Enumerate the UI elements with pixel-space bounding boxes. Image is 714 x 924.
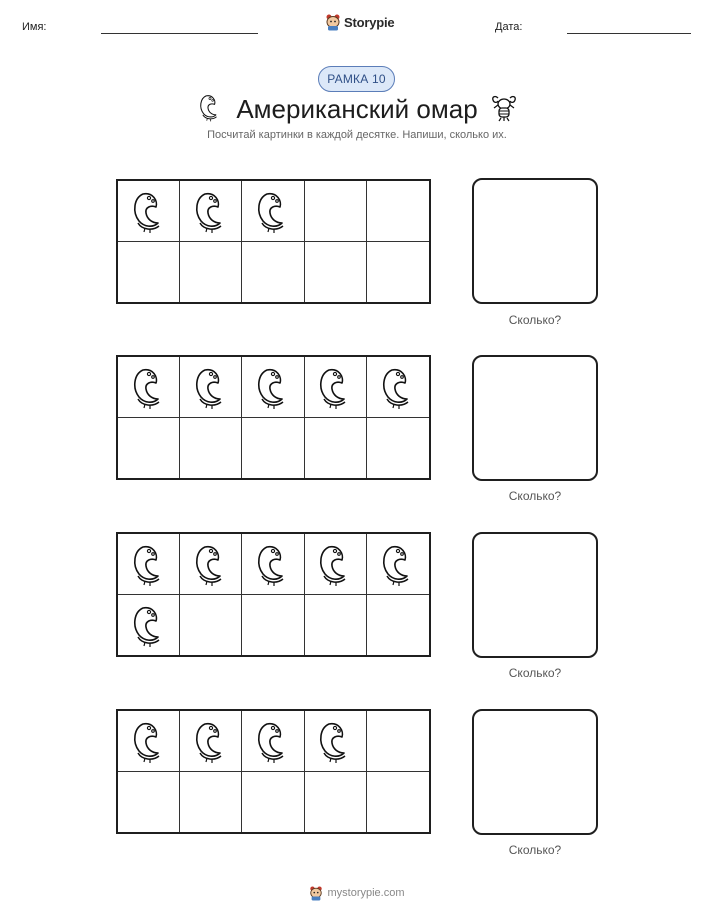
brand-name: Storypie: [344, 14, 395, 30]
frame-cell: [367, 357, 429, 418]
frame-cell: [118, 181, 180, 242]
ten-frame-2: [116, 355, 431, 480]
answer-box-3[interactable]: [472, 532, 598, 658]
lobster-claw-icon: [315, 364, 355, 410]
name-label: Имя:: [22, 21, 47, 33]
ten-frame-3: [116, 532, 431, 657]
frame-badge: РАМКА 10: [318, 66, 395, 92]
date-field-line[interactable]: [567, 33, 691, 34]
frame-cell: [242, 711, 304, 772]
frame-cell: [180, 534, 242, 595]
frame-cell: [305, 595, 367, 656]
lobster-claw-icon: [191, 718, 231, 764]
frame-cell: [242, 418, 304, 479]
frame-cell: [180, 772, 242, 833]
frame-cell: [367, 418, 429, 479]
how-many-label-1: Сколько?: [508, 313, 562, 327]
lobster-claw-icon: [191, 541, 231, 587]
instructions: Посчитай картинки в каждой десятке. Напиши, сколько их.: [207, 129, 507, 141]
frame-cell: [367, 181, 429, 242]
lobster-claw-icon: [253, 718, 293, 764]
ten-frame-4: [116, 709, 431, 834]
lobster-body-icon: [489, 92, 519, 122]
storypie-mascot-icon: [309, 885, 323, 901]
frame-cell: [118, 242, 180, 303]
frame-cell: [305, 711, 367, 772]
frame-cell: [180, 242, 242, 303]
name-field-line[interactable]: [101, 33, 258, 34]
frame-cell: [118, 534, 180, 595]
footer-url: mystorypie.com: [327, 887, 405, 899]
frame-cell: [180, 357, 242, 418]
frame-cell: [180, 181, 242, 242]
storypie-mascot-icon: [325, 13, 341, 31]
lobster-claw-icon: [253, 188, 293, 234]
answer-box-1[interactable]: [472, 178, 598, 304]
frame-cell: [367, 534, 429, 595]
frame-cell: [180, 595, 242, 656]
lobster-claw-icon: [378, 541, 418, 587]
answer-box-4[interactable]: [472, 709, 598, 835]
frame-cell: [180, 711, 242, 772]
lobster-claw-icon: [315, 541, 355, 587]
footer: [0, 885, 714, 901]
frame-cell: [367, 711, 429, 772]
frame-cell: [305, 181, 367, 242]
lobster-claw-icon: [129, 364, 169, 410]
lobster-claw-icon: [129, 602, 169, 648]
answer-box-2[interactable]: [472, 355, 598, 481]
page-title: Американский омар: [236, 94, 478, 124]
frame-cell: [242, 181, 304, 242]
frame-cell: [305, 242, 367, 303]
lobster-claw-icon: [191, 364, 231, 410]
lobster-claw-icon: [129, 541, 169, 587]
how-many-label-2: Сколько?: [508, 489, 562, 503]
frame-cell: [305, 418, 367, 479]
frame-cell: [118, 418, 180, 479]
date-label: Дата:: [495, 21, 523, 33]
frame-cell: [305, 357, 367, 418]
frame-cell: [118, 772, 180, 833]
lobster-claw-icon: [253, 364, 293, 410]
lobster-claw-icon: [129, 718, 169, 764]
frame-cell: [242, 357, 304, 418]
ten-frame-1: [116, 179, 431, 304]
frame-cell: [242, 772, 304, 833]
lobster-claw-icon: [129, 188, 169, 234]
frame-cell: [180, 418, 242, 479]
lobster-claw-icon: [378, 364, 418, 410]
lobster-claw-icon: [253, 541, 293, 587]
frame-cell: [242, 242, 304, 303]
lobster-claw-icon: [315, 718, 355, 764]
frame-cell: [367, 242, 429, 303]
frame-cell: [305, 534, 367, 595]
storypie-logo: [325, 12, 394, 32]
frame-cell: [118, 357, 180, 418]
how-many-label-3: Сколько?: [508, 666, 562, 680]
frame-cell: [367, 595, 429, 656]
how-many-label-4: Сколько?: [508, 843, 562, 857]
frame-cell: [367, 772, 429, 833]
frame-cell: [118, 595, 180, 656]
frame-cell: [242, 595, 304, 656]
lobster-claw-icon: [191, 188, 231, 234]
frame-cell: [305, 772, 367, 833]
frame-cell: [118, 711, 180, 772]
frame-cell: [242, 534, 304, 595]
